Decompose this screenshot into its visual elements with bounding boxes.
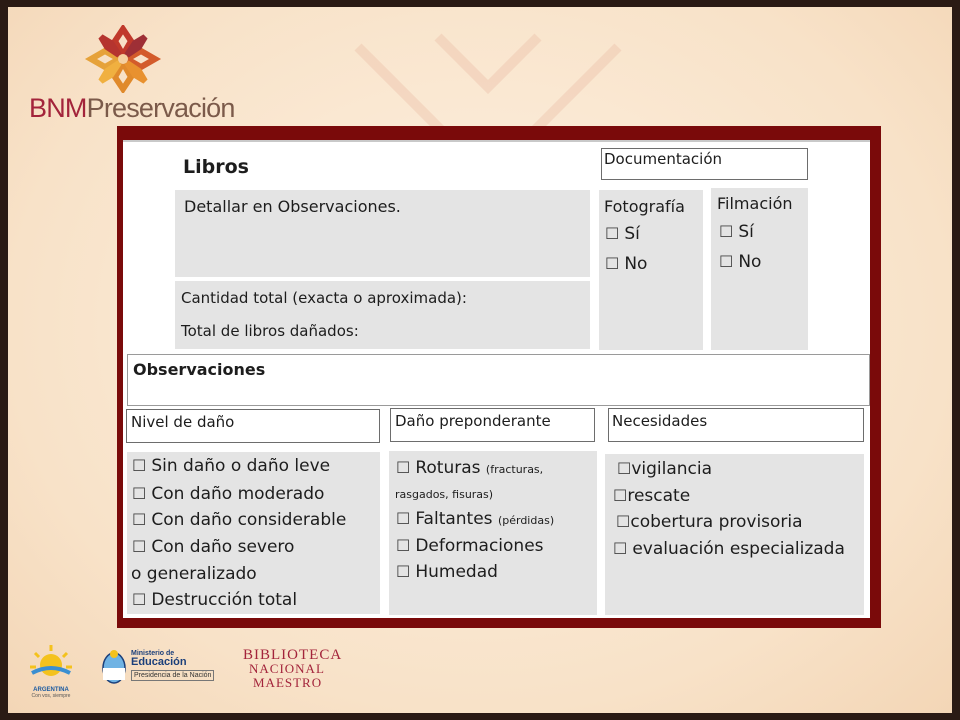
photo-option-no[interactable]: ☐ No xyxy=(605,254,648,274)
needs-header: Necesidades xyxy=(612,412,708,430)
checkbox-icon[interactable]: ☐ xyxy=(132,537,147,556)
argentina-name: ARGENTINA xyxy=(33,687,69,693)
national-shield-icon xyxy=(101,648,127,686)
needs-option-surveillance[interactable]: ☐vigilancia xyxy=(617,459,713,479)
checkbox-icon[interactable]: ☐ xyxy=(396,509,411,528)
sun-icon xyxy=(26,643,76,683)
argentina-logo xyxy=(26,643,76,699)
national-library-logo xyxy=(243,647,343,690)
film-option-yes[interactable]: ☐ Sí xyxy=(719,222,754,242)
photo-label: Fotografía xyxy=(604,197,685,216)
checkbox-icon[interactable]: ☐ xyxy=(617,459,632,478)
main-damage-option-deformation[interactable]: ☐ Deformaciones xyxy=(396,536,544,556)
form-title: Libros xyxy=(183,156,249,178)
photo-option-yes[interactable]: ☐ Sí xyxy=(605,224,640,244)
argentina-tagline: Con vos, siempre xyxy=(31,693,71,699)
checkbox-icon[interactable]: ☐ xyxy=(396,562,411,581)
checkbox-icon[interactable]: ☐ xyxy=(396,458,411,477)
checkbox-icon[interactable]: ☐ xyxy=(616,512,631,531)
bnm-flower-logo-icon xyxy=(78,25,168,93)
library-line-3: MAESTRO xyxy=(253,675,323,690)
main-damage-tears-note: rasgados, fisuras) xyxy=(395,488,494,501)
brand-part-1: BNM xyxy=(29,93,87,123)
checkbox-icon[interactable]: ☐ xyxy=(605,254,620,273)
damage-option-destruction[interactable]: ☐ Destrucción total xyxy=(132,590,298,610)
needs-option-rescue[interactable]: ☐rescate xyxy=(613,486,691,506)
damage-option-considerable[interactable]: ☐ Con daño considerable xyxy=(132,510,347,530)
checkbox-icon[interactable]: ☐ xyxy=(719,222,734,241)
damage-option-moderate[interactable]: ☐ Con daño moderado xyxy=(132,484,325,504)
checkbox-icon[interactable]: ☐ xyxy=(132,484,147,503)
checkbox-icon[interactable]: ☐ xyxy=(132,510,147,529)
checkbox-icon[interactable]: ☐ xyxy=(605,224,620,243)
film-label: Filmación xyxy=(717,194,793,213)
main-damage-option-humidity[interactable]: ☐ Humedad xyxy=(396,562,498,582)
observations-label: Observaciones xyxy=(133,360,266,379)
damaged-count-label: Total de libros dañados: xyxy=(181,322,359,340)
library-line-2: NACIONAL xyxy=(249,661,325,676)
checkbox-icon[interactable]: ☐ xyxy=(719,252,734,271)
needs-option-evaluation[interactable]: ☐ evaluación especializada xyxy=(613,539,845,559)
damage-level-header: Nivel de daño xyxy=(131,413,235,431)
ministry-logo xyxy=(101,648,212,690)
checkbox-icon[interactable]: ☐ xyxy=(396,536,411,555)
checkbox-icon[interactable]: ☐ xyxy=(132,456,147,475)
checkbox-icon[interactable]: ☐ xyxy=(613,539,628,558)
detail-note-text: Detallar en Observaciones. xyxy=(184,197,401,216)
documentation-header: Documentación xyxy=(604,150,723,168)
needs-option-cover[interactable]: ☐cobertura provisoria xyxy=(616,512,803,532)
main-damage-option-tears[interactable]: ☐ Roturas (fracturas, xyxy=(396,458,544,478)
ministry-line-1: Ministerio de xyxy=(131,650,175,657)
damage-option-none[interactable]: ☐ Sin daño o daño leve xyxy=(132,456,331,476)
damage-option-severe[interactable]: ☐ Con daño severo xyxy=(132,537,295,557)
brand-part-2: Preservación xyxy=(86,93,235,123)
ministry-line-3: Presidencia de la Nación xyxy=(131,670,214,681)
damage-option-severe-continued: o generalizado xyxy=(131,564,257,584)
brand-wordmark xyxy=(29,95,235,122)
quantity-label: Cantidad total (exacta o aproximada): xyxy=(181,289,467,307)
ministry-line-2: Educación xyxy=(131,656,187,668)
form-top-rule xyxy=(123,140,870,142)
main-damage-option-missing[interactable]: ☐ Faltantes (pérdidas) xyxy=(396,509,555,529)
film-option-no[interactable]: ☐ No xyxy=(719,252,762,272)
checkbox-icon[interactable]: ☐ xyxy=(613,486,628,505)
checkbox-icon[interactable]: ☐ xyxy=(132,590,147,609)
library-line-1: BIBLIOTECA xyxy=(243,647,343,663)
main-damage-header: Daño preponderante xyxy=(395,412,551,430)
